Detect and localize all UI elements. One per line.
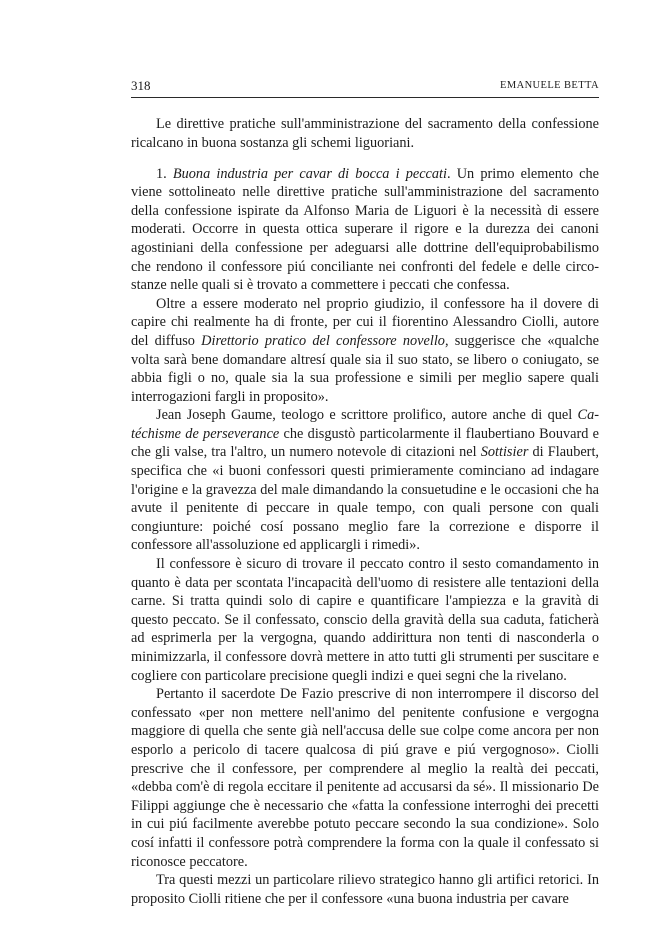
paragraph-text: , suggerisce che «qualche volta sarà bene domandare altresí quale sia il suo stato, se libero o coniugato, se abbia figli o no, quale sia la sua professione e simili per meglio sapere quali interrogazioni fargli in proposito». xyxy=(131,332,599,405)
paragraph-text: Jean Joseph Gaume, teologo e scrittore prolifico, autore anche di quel xyxy=(156,407,578,424)
book-title-sottisier: Sottisier xyxy=(480,444,529,461)
book-page xyxy=(131,78,599,908)
running-header xyxy=(131,78,599,98)
paragraph-text: che disgustò particolarmente il flaubertiano Bouvard e che gli valse, tra l'altro, un numero notevole di citazioni nel xyxy=(131,425,600,461)
intro-paragraph: Le direttive pratiche sull'amministrazione del sacramento della confessione ricalcano in buona sostanza gli schemi liguoriani. xyxy=(131,116,599,151)
book-title-catechisme: Catéchisme de perseverance xyxy=(131,407,599,442)
paragraph-section-1 xyxy=(131,165,599,295)
paragraph-ciolli xyxy=(131,295,599,407)
paragraph-text: Un primo elemento che viene sottolineato nelle direttive pratiche sull'amministrazione del sacramento della confessione ispirate da Alfonso Maria de Liguori è la necessità di essere moderati. Occorre in questa ottica superare il rigore e la durezza dei canoni agostiniani della confessione per adeguarsi alle dottrine dell'equiprobabilismo che rendono il confessore piú conciliante nei confronti del fedele e delle circostanze nelle quali si è trovato a commettere i peccati che confessa. xyxy=(131,165,599,294)
paragraph-artifici-retorici: Tra questi mezzi un particolare rilievo strategico hanno gli artifici retorici. In proposito Ciolli ritiene che per il confessore «una buona industria per cavare xyxy=(131,872,599,907)
paragraph-text: Oltre a essere moderato nel proprio giudizio, il confessore ha il dovere di capire chi realmente ha di fronte, per cui il fiorentino Alessandro Ciolli, autore del diffuso xyxy=(131,295,599,349)
book-title-direttorio: Direttorio pratico del confessore novello xyxy=(201,332,445,349)
running-title: EMANUELE BETTA xyxy=(500,80,599,91)
paragraph-sesto-comandamento: Il confessore è sicuro di trovare il peccato contro il sesto comandamento in quanto è data per scontata l'incapacità dell'uomo di resistere alle tentazioni della carne. Si tratta quindi solo di capire e quantificare l'ampiezza e la gravità di questo peccato. Se il confessato, conscio della gravità della sua caduta, faticherà ad esprimerla per la vergogna, quando addirittura non tenti di nasconderla o minimizzarla, il confessore dovrà mettere in atto tutti gli strumenti per suscitare e cogliere con particolare precisione quegli indizi e quei segni che la rivelano. xyxy=(131,556,599,684)
section-number: 1. xyxy=(156,165,167,182)
section-title-period: . xyxy=(446,165,451,182)
paragraph-text: di Flaubert, specifica che «i buoni confessori questi primieramente cominciano ad indagare l'origine e la gravezza del male dimandando la consuetudine e le occasioni che ha avute il penitente di peccare in quale tempo, con quali persone con quali congiunture: poiché cosí possano meglio fare la correzione e disporre il confessore all'assoluzione ed applicargli i rimedi». xyxy=(131,444,599,554)
body-text xyxy=(131,115,599,908)
paragraph-gaume xyxy=(131,406,599,555)
page-number: 318 xyxy=(131,78,151,93)
paragraph-de-fazio: Pertanto il sacerdote De Fazio prescrive di non interrompere il discorso del confessato «per non mettere nell'animo del penitente confusione e vergogna maggiore di quella che sente già nell'accusa delle sue colpe come ancora per non esporlo a pericolo di tacere qualcosa di piú grave e piú vergognoso». Ciolli prescrive che il confessore, per comprendere al meglio la realtà dei peccati, «debba com'è di regola eccitare il penitente ad accusarsi da sé». Il missionario De Filippi aggiunge che è necessario che «fatta la confessione interroghi dei precetti in cui piú facilmente averebbe potuto peccare secondo la sua condizione». Solo cosí infatti il confessore potrà comprendere la forma con la quale il confessato si riconosce peccatore. xyxy=(131,686,599,870)
section-title: Buona industria per cavar di bocca i peccati xyxy=(172,165,447,182)
